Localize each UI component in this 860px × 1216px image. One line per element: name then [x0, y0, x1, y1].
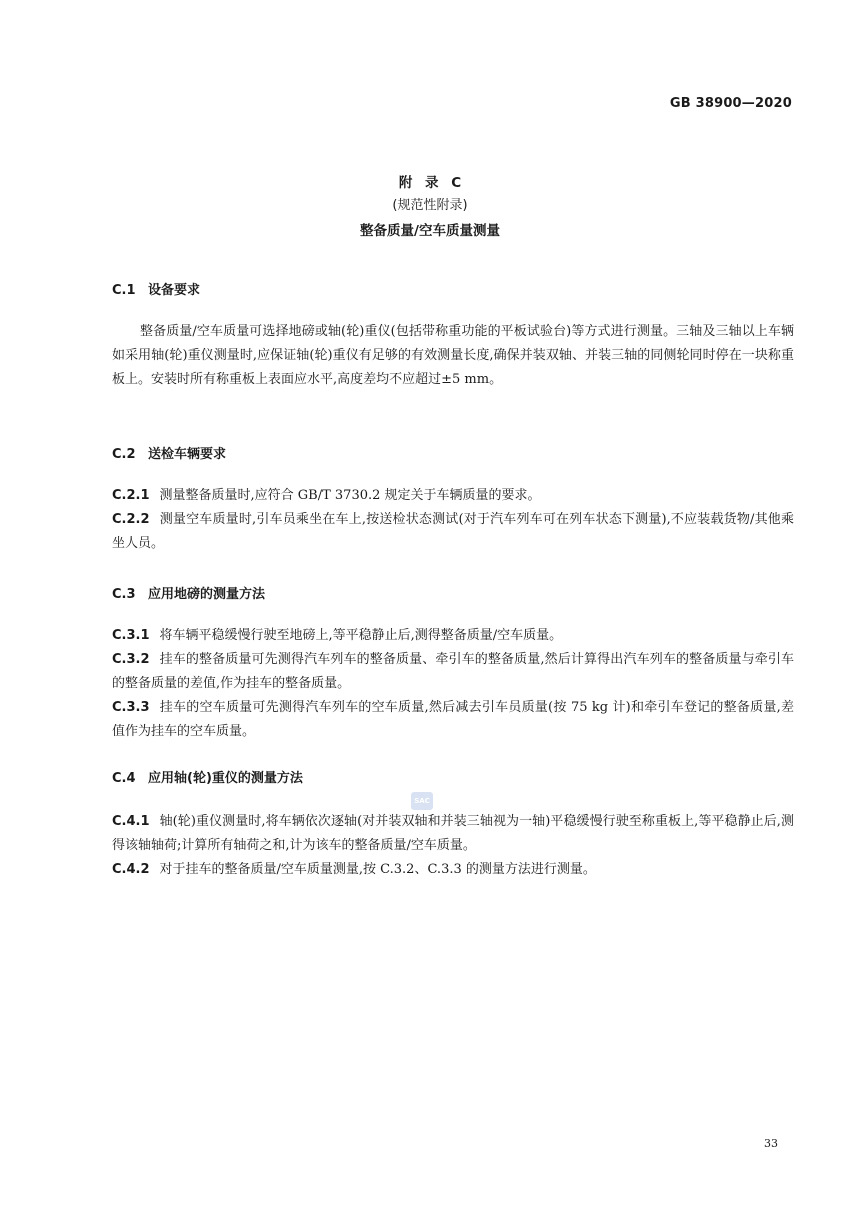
clause-text: 挂车的整备质量可先测得汽车列车的整备质量、牵引车的整备质量,然后计算得出汽车列车的整备质量与牵引车的整备质量的差值,作为挂车的整备质量。 [112, 652, 794, 691]
appendix-label: 附 录 C [398, 175, 462, 191]
clause-c22 [112, 508, 794, 556]
section-title: 送检车辆要求 [148, 447, 227, 462]
clause-text: 测量整备质量时,应符合 GB/T 3730.2 规定关于车辆质量的要求。 [159, 488, 541, 503]
clause-text: 挂车的空车质量可先测得汽车列车的空车质量,然后减去引车员质量(按 75 kg 计)和牵引车登记的整备质量,差值作为挂车的空车质量。 [112, 700, 794, 739]
clause-c41 [112, 810, 794, 858]
paragraph-c1: 整备质量/空车质量可选择地磅或轴(轮)重仪(包括带称重功能的平板试验台)等方式进行测量。三轴及三轴以上车辆如采用轴(轮)重仪测量时,应保证轴(轮)重仪有足够的有效测量长度,确保并装双轴、并装三轴的同侧轮同时停在一块称重板上。安装时所有称重板上表面应水平,高度差均不应超过±5 mm。 [112, 324, 794, 387]
clause-number: C.3.1 [112, 628, 150, 643]
clause-text: 对于挂车的整备质量/空车质量测量,按 C.3.2、C.3.3 的测量方法进行测量。 [159, 862, 596, 877]
clause-text: 轴(轮)重仪测量时,将车辆依次逐轴(对并装双轴和并装三轴视为一轴)平稳缓慢行驶至称重板上,等平稳静止后,测得该轴轴荷;计算所有轴荷之和,计为该车的整备质量/空车质量。 [112, 814, 794, 853]
standard-number: GB 38900—2020 [669, 96, 792, 111]
clause-c42 [112, 858, 794, 882]
section-heading-c2 [112, 443, 226, 462]
sac-watermark-logo: SAC [411, 792, 433, 810]
section-heading-c3 [112, 583, 265, 602]
section-number: C.2 [112, 447, 136, 462]
section-heading-c1 [112, 279, 200, 298]
appendix-title-block [0, 172, 860, 244]
clause-c33 [112, 696, 794, 744]
appendix-name: 整备质量/空车质量测量 [360, 223, 500, 239]
clause-text: 将车辆平稳缓慢行驶至地磅上,等平稳静止后,测得整备质量/空车质量。 [159, 628, 563, 643]
clause-c31 [112, 624, 794, 648]
clause-c32 [112, 648, 794, 696]
section-title: 应用地磅的测量方法 [148, 587, 266, 602]
section-number: C.1 [112, 283, 136, 298]
clause-text: 测量空车质量时,引车员乘坐在车上,按送检状态测试(对于汽车列车可在列车状态下测量),不应装载货物/其他乘坐人员。 [112, 512, 794, 551]
clause-number: C.3.3 [112, 700, 150, 715]
section-title: 设备要求 [148, 283, 201, 298]
clause-c21 [112, 484, 794, 508]
section-number: C.4 [112, 771, 136, 786]
clause-number: C.2.2 [112, 512, 150, 527]
section-number: C.3 [112, 587, 136, 602]
section-title: 应用轴(轮)重仪的测量方法 [148, 771, 303, 786]
clause-number: C.3.2 [112, 652, 150, 667]
appendix-type: (规范性附录) [392, 198, 468, 213]
page-number: 33 [764, 1137, 778, 1150]
clause-number: C.4.1 [112, 814, 150, 829]
section-heading-c4 [112, 767, 303, 786]
clause-number: C.2.1 [112, 488, 150, 503]
clause-number: C.4.2 [112, 862, 150, 877]
